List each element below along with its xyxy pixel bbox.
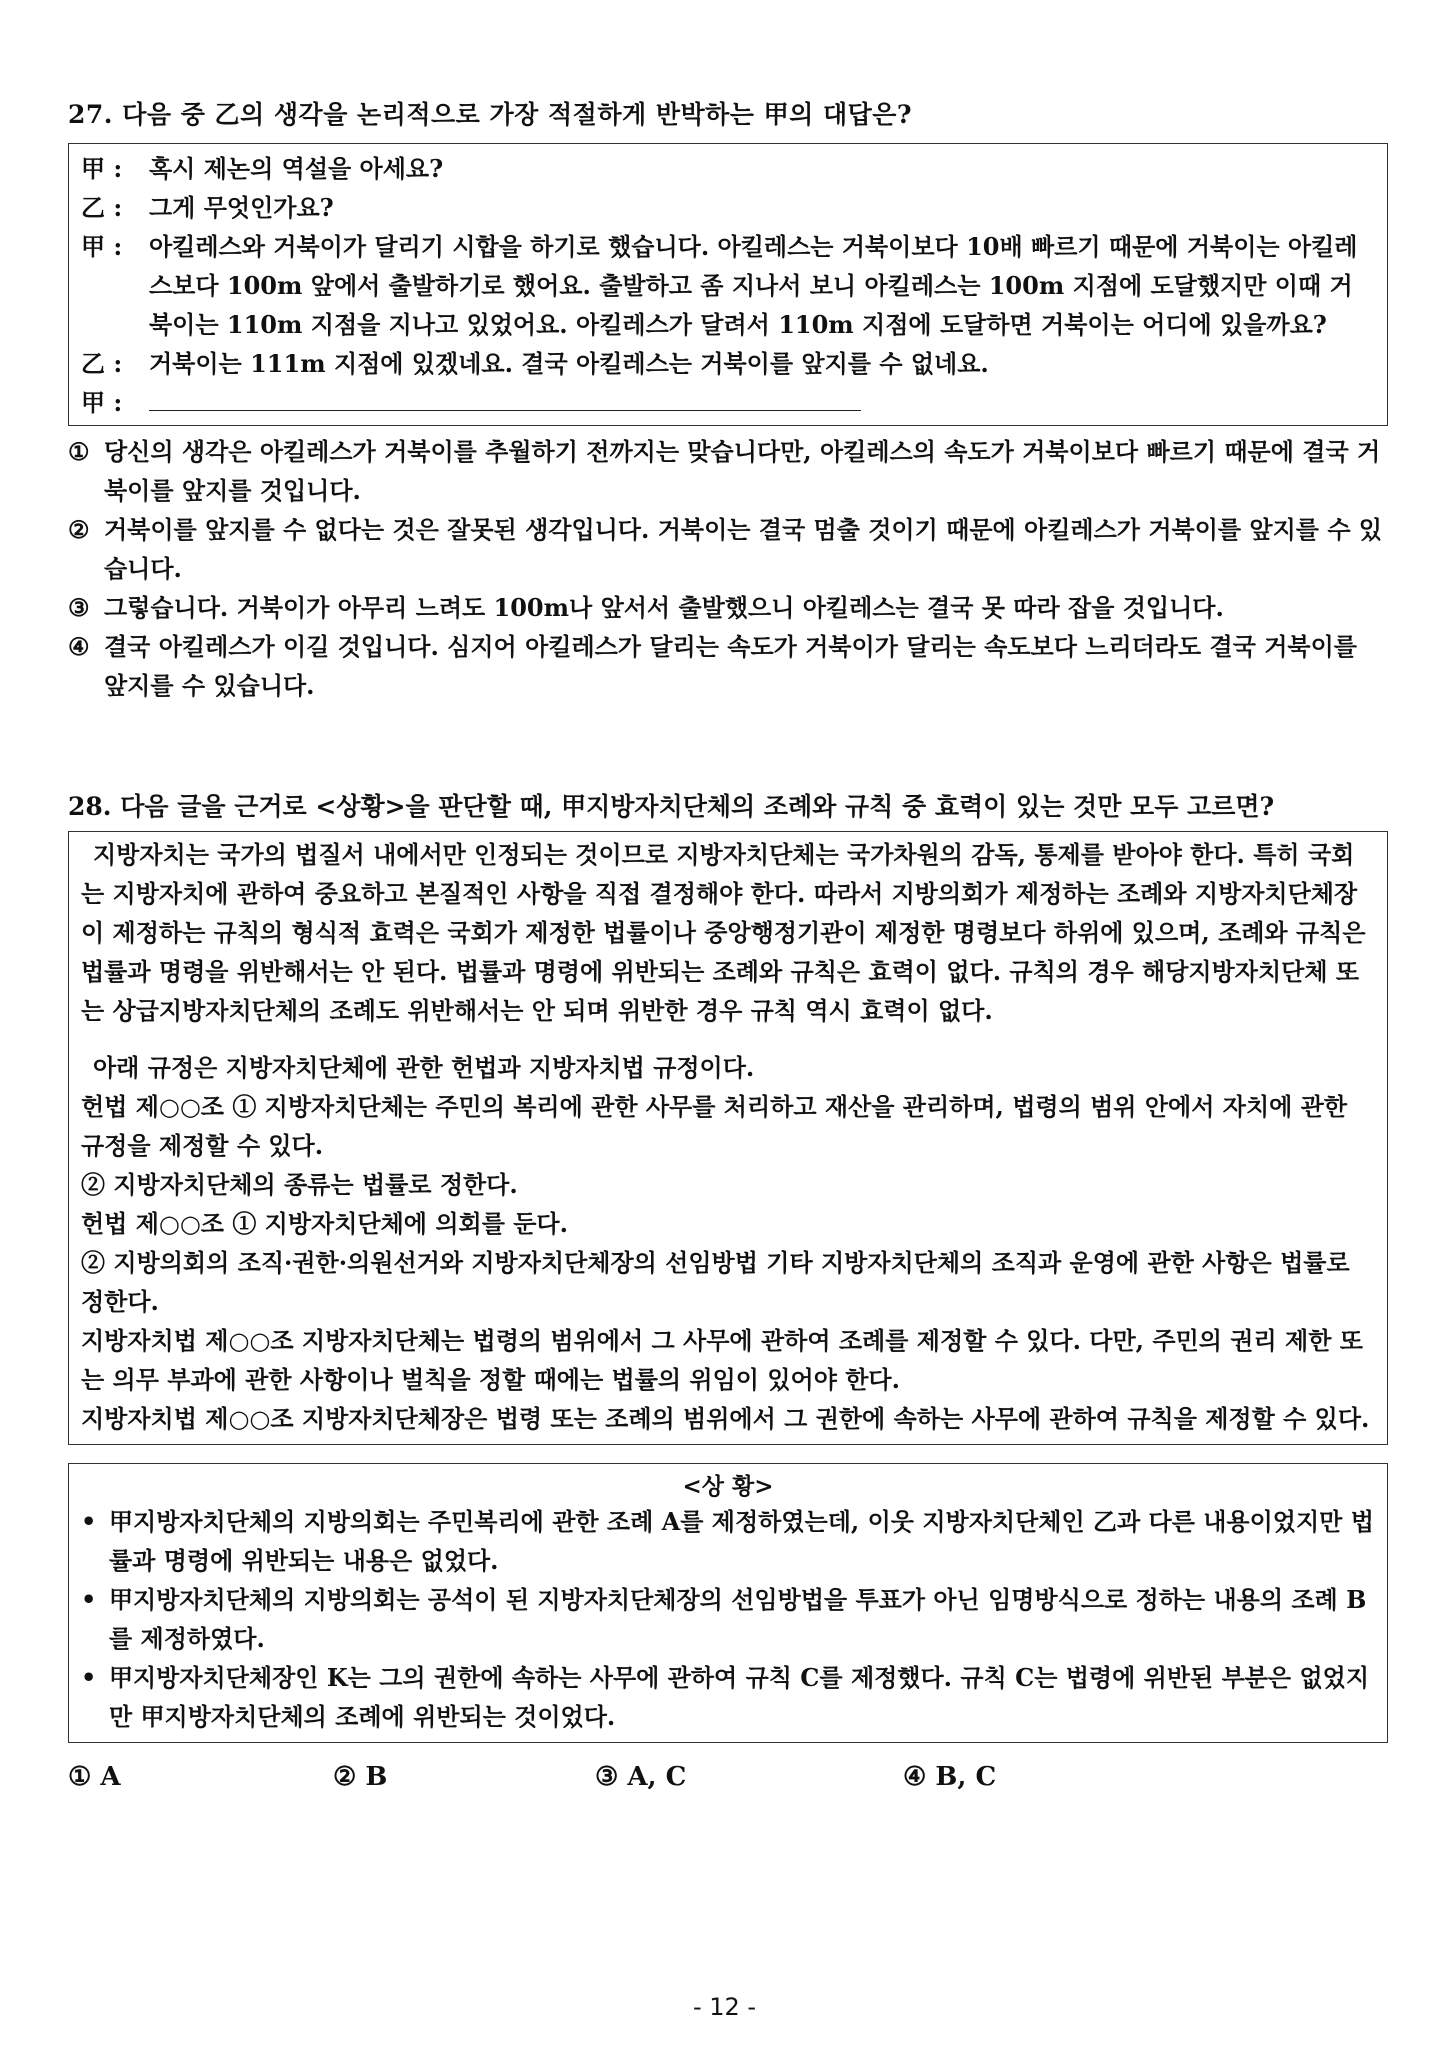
dialogue-speaker: 乙 : [81, 349, 123, 378]
law-line: ② 지방의회의 조직·권한·의원선거와 지방자치단체장의 선임방법 기타 지방자치단체의 조직과 운영에 관한 사항은 법률로 정한다. [81, 1248, 1350, 1316]
situation-box [68, 1463, 1388, 1743]
page-number: - 12 - [692, 1993, 757, 2021]
situation-item [81, 1502, 1375, 1580]
situation-text: 甲지방자치단체의 지방의회는 공석이 된 지방자치단체장의 선임방법을 투표가 아닌 임명방식으로 정하는 내용의 조례 B를 제정하였다. [109, 1585, 1367, 1653]
question-28-title: 28. 다음 글을 근거로 <상황>을 판단할 때, 甲지방자치단체의 조례와 규칙 중 효력이 있는 것만 모두 고르면? [68, 792, 1275, 821]
dialogue-text: 그게 무엇인가요? [149, 193, 334, 222]
law-line: 지방자치법 제○○조 지방자치단체장은 법령 또는 조례의 범위에서 그 권한에 속하는 사무에 관하여 규칙을 제정할 수 있다. [81, 1404, 1370, 1433]
bullet-icon: • [81, 1663, 97, 1692]
dialogue-line [81, 383, 1375, 422]
option-number: ① [68, 437, 90, 466]
dialogue-line [81, 149, 1375, 188]
situation-item [81, 1580, 1375, 1658]
answer-blank [149, 388, 861, 411]
situation-text: 甲지방자치단체장인 K는 그의 권한에 속하는 사무에 관하여 규칙 C를 제정했다. 규칙 C는 법령에 위반된 부분은 없었지만 甲지방자치단체의 조례에 위반되는 것이었다. [109, 1663, 1370, 1731]
answer-options [68, 432, 1388, 705]
dialogue-speaker: 甲 : [81, 154, 123, 183]
question-27 [68, 97, 1388, 705]
choice[interactable]: ③ A, C [595, 1762, 687, 1792]
situation-text: 甲지방자치단체의 지방의회는 주민복리에 관한 조례 A를 제정하였는데, 이웃 지방자치단체인 乙과 다른 내용이었지만 법률과 명령에 위반되는 내용은 없었다. [109, 1507, 1374, 1575]
option-text: 당신의 생각은 아킬레스가 거북이를 추월하기 전까지는 맞습니다만, 아킬레스의 속도가 거북이보다 빠르기 때문에 결국 거북이를 앞지를 것입니다. [104, 437, 1381, 505]
question-27-title: 27. 다음 중 乙의 생각을 논리적으로 가장 적절하게 반박하는 甲의 대답은? [68, 100, 913, 129]
law-line: 지방자치법 제○○조 지방자치단체는 법령의 범위에서 그 사무에 관하여 조례를 제정할 수 있다. 다만, 주민의 권리 제한 또는 의무 부과에 관한 사항이나 벌칙을 정할 때에는 법률의 위임이 있어야 한다. [81, 1326, 1363, 1394]
option[interactable] [68, 627, 1388, 705]
option[interactable] [68, 588, 1388, 627]
law-line: 헌법 제○○조 ① 지방자치단체에 의회를 둔다. [81, 1209, 568, 1238]
dialogue-speaker: 甲 : [81, 232, 123, 261]
option-text: 거북이를 앞지를 수 없다는 것은 잘못된 생각입니다. 거북이는 결국 멈출 것이기 때문에 아킬레스가 거북이를 앞지를 수 있습니다. [104, 515, 1383, 583]
option-text: 결국 아킬레스가 이길 것입니다. 심지어 아킬레스가 달리는 속도가 거북이가 달리는 속도보다 느리더라도 결국 거북이를 앞지를 수 있습니다. [104, 632, 1357, 700]
option-text: 그렇습니다. 거북이가 아무리 느려도 100m나 앞서서 출발했으니 아킬레스는 결국 못 따라 잡을 것입니다. [104, 593, 1224, 622]
option-number: ② [68, 515, 90, 544]
dialogue-text: 혹시 제논의 역설을 아세요? [149, 154, 444, 183]
dialogue-line [81, 188, 1375, 227]
dialogue-line [81, 344, 1375, 383]
bullet-icon: • [81, 1585, 97, 1614]
answer-choices [68, 1757, 1388, 1797]
option-number: ③ [68, 593, 90, 622]
passage-box [68, 831, 1388, 1445]
law-intro: 아래 규정은 지방자치단체에 관한 헌법과 지방자치법 규정이다. [93, 1053, 755, 1082]
law-line: ② 지방자치단체의 종류는 법률로 정한다. [81, 1170, 518, 1199]
dialogue-box [68, 143, 1388, 426]
dialogue-speaker: 乙 : [81, 193, 123, 222]
question-28 [68, 789, 1388, 1797]
choice[interactable]: ④ B, C [903, 1762, 997, 1792]
option[interactable] [68, 510, 1388, 588]
dialogue-text: 아킬레스와 거북이가 달리기 시합을 하기로 했습니다. 아킬레스는 거북이보다 10배 빠르기 때문에 거북이는 아킬레스보다 100m 앞에서 출발하기로 했어요. 출발하고 좀 지나서 보니 아킬레스는 100m 지점에 도달했지만 이때 거북이는 110m 지점을 지나고 있었어요. 아킬레스가 달려서 110m 지점에 도달하면 거북이는 어디에 있을까요? [149, 232, 1358, 339]
dialogue-text: 거북이는 111m 지점에 있겠네요. 결국 아킬레스는 거북이를 앞지를 수 없네요. [149, 349, 989, 378]
situation-item [81, 1658, 1375, 1736]
choice[interactable]: ① A [68, 1762, 121, 1792]
answer-blank-line [149, 383, 1375, 422]
dialogue-speaker: 甲 : [81, 388, 123, 417]
situation-title: <상 황> [682, 1473, 774, 1500]
bullet-icon: • [81, 1507, 97, 1536]
dialogue-line [81, 227, 1375, 344]
option[interactable] [68, 432, 1388, 510]
choice[interactable]: ② B [333, 1762, 388, 1792]
law-line: 헌법 제○○조 ① 지방자치단체는 주민의 복리에 관한 사무를 처리하고 재산을 관리하며, 법령의 범위 안에서 자치에 관한 규정을 제정할 수 있다. [81, 1092, 1348, 1160]
passage-paragraph: 지방자치는 국가의 법질서 내에서만 인정되는 것이므로 지방자치단체는 국가차원의 감독, 통제를 받아야 한다. 특히 국회는 지방자치에 관하여 중요하고 본질적인 사항을 직접 결정해야 한다. 따라서 지방의회가 제정하는 조례와 지방자치단체장이 제정하는 규칙의 형식적 효력은 국회가 제정한 법률이나 중앙행정기관이 제정한 명령보다 하위에 있으며, 조례와 규칙은 법률과 명령을 위반해서는 안 된다. 법률과 명령에 위반되는 조례와 규칙은 효력이 없다. 규칙의 경우 해당지방자치단체 또는 상급지방자치단체의 조례도 위반해서는 안 되며 위반한 경우 규칙 역시 효력이 없다. [81, 840, 1366, 1025]
option-number: ④ [68, 632, 90, 661]
